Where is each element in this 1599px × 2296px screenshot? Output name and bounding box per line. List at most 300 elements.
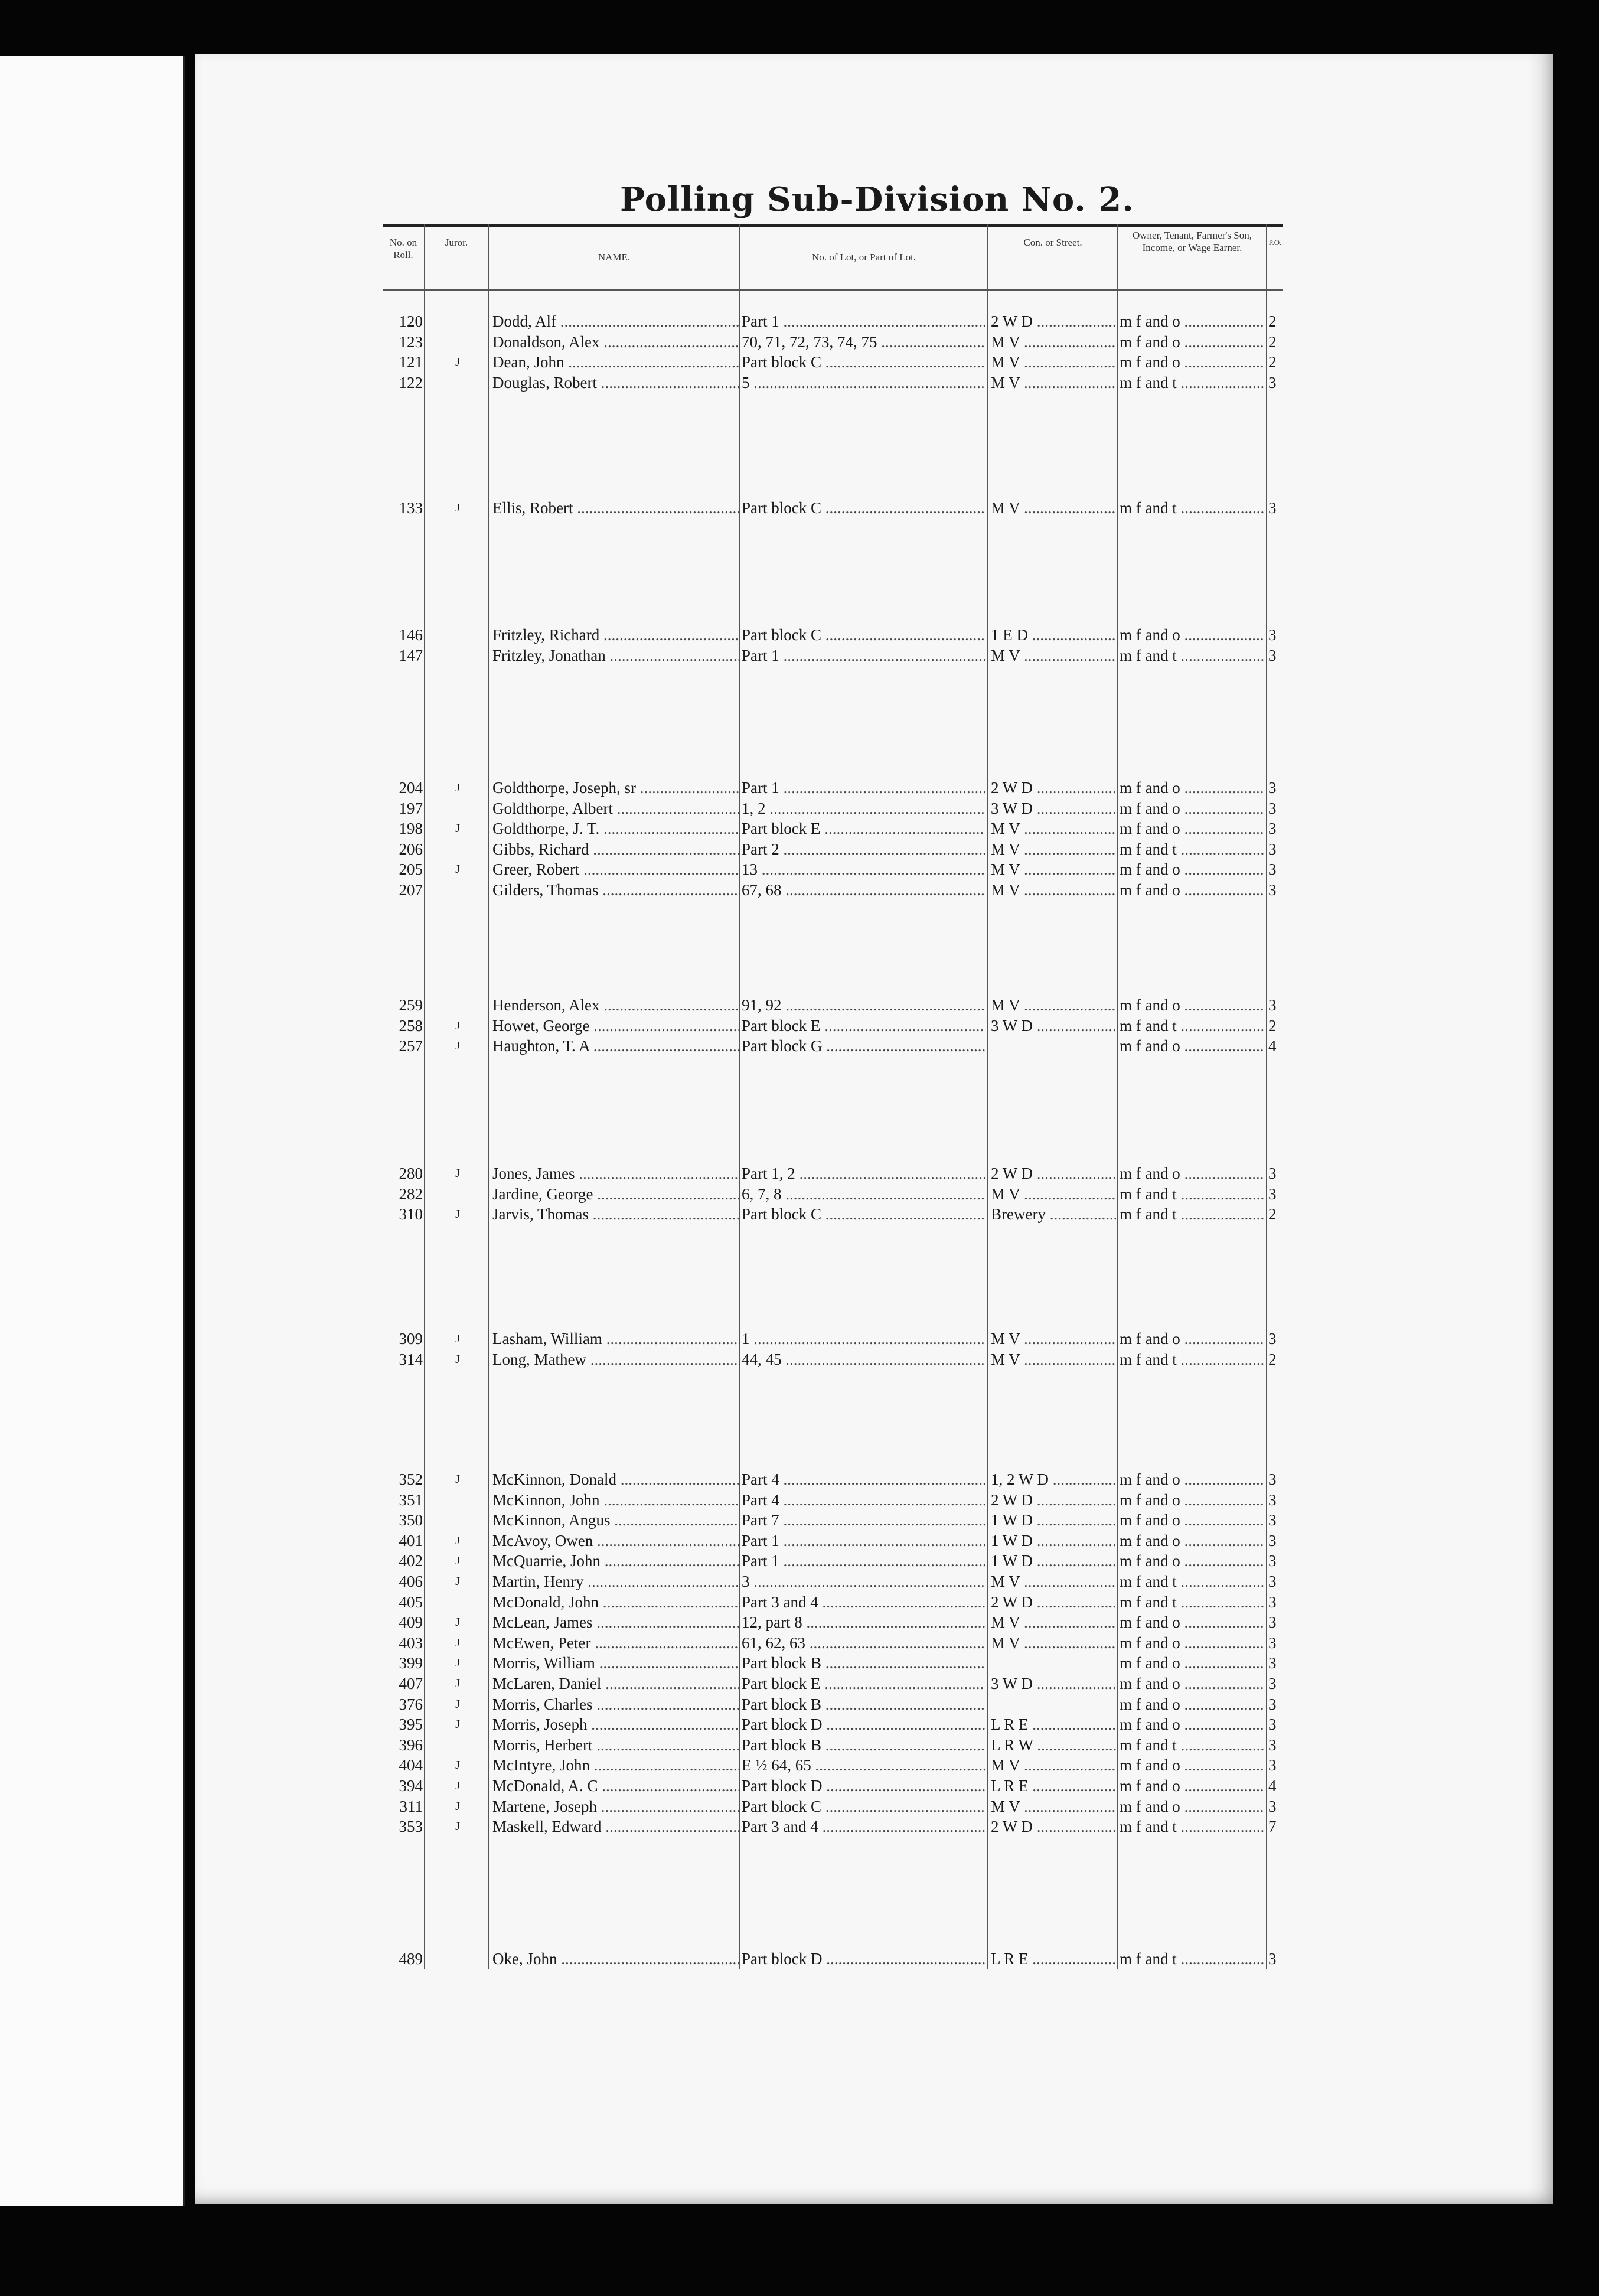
polling-place: 3	[1268, 499, 1277, 517]
voter-name: Long, Mathew .....	[492, 1349, 740, 1369]
lot-number: 44, 45 .....	[742, 1349, 985, 1369]
voter-name: Gilders, Thomas .....	[492, 880, 740, 900]
lot-number: Part 3 and 4 .....	[742, 1816, 985, 1837]
qualification: m f and t .....	[1120, 1349, 1264, 1369]
qualification: m f and t .....	[1120, 1184, 1264, 1204]
concession: M V .....	[991, 1571, 1116, 1591]
concession: M V .....	[991, 373, 1116, 393]
table-row	[383, 498, 1283, 518]
qualification: m f and o .....	[1120, 1490, 1264, 1510]
concession: L R E .....	[991, 1776, 1116, 1796]
concession: 2 W D .....	[991, 1163, 1116, 1183]
table-row	[383, 818, 1283, 839]
header-no: No. on Roll.	[389, 237, 417, 260]
polling-place: 3	[1268, 1716, 1277, 1734]
voter-name: McKinnon, Donald .....	[492, 1469, 740, 1489]
roll-number: 350	[399, 1511, 423, 1529]
roll-number: 352	[399, 1470, 423, 1488]
table-row	[383, 1653, 1283, 1673]
roll-number: 282	[399, 1185, 423, 1203]
table-header-rule	[383, 289, 1283, 291]
table-row	[383, 332, 1283, 352]
concession: 1 W D .....	[991, 1531, 1116, 1551]
qualification: m f and o .....	[1120, 1755, 1264, 1775]
concession: 3 W D .....	[991, 1674, 1116, 1694]
juror-mark: J	[455, 1779, 460, 1792]
qualification: m f and o .....	[1120, 1531, 1264, 1551]
polling-place: 3	[1268, 1165, 1277, 1182]
table-row	[383, 1184, 1283, 1204]
qualification: m f and t .....	[1120, 1571, 1264, 1591]
table-row	[383, 798, 1283, 818]
table-row	[383, 1592, 1283, 1612]
roll-number: 314	[399, 1350, 423, 1368]
roll-number: 120	[399, 312, 423, 330]
qualification: m f and o .....	[1120, 1469, 1264, 1489]
qualification: m f and o .....	[1120, 311, 1264, 331]
lot-number: 70, 71, 72, 73, 74, 75 .....	[742, 332, 985, 352]
concession: 1 E D .....	[991, 625, 1116, 645]
voter-name: Lasham, William .....	[492, 1329, 740, 1349]
lot-number: Part block E .....	[742, 1674, 985, 1694]
qualification: m f and t .....	[1120, 1735, 1264, 1755]
table-top-rule	[383, 224, 1283, 227]
table-row	[383, 1776, 1283, 1796]
juror-mark: J	[455, 1039, 460, 1053]
polling-place: 3	[1268, 840, 1277, 858]
lot-number: Part block C .....	[742, 1796, 985, 1816]
lot-number: 12, part 8 .....	[742, 1612, 985, 1632]
polling-place: 3	[1268, 373, 1277, 392]
roll-number: 396	[399, 1736, 423, 1754]
lot-number: Part block B .....	[742, 1653, 985, 1673]
polling-place: 2	[1268, 312, 1277, 330]
lot-number: Part 1 .....	[742, 645, 985, 666]
concession: M V .....	[991, 818, 1116, 839]
concession: L R E .....	[991, 1714, 1116, 1734]
concession: M V .....	[991, 859, 1116, 879]
qualification: m f and o .....	[1120, 1796, 1264, 1816]
voter-name: Jardine, George .....	[492, 1184, 740, 1204]
roll-number: 204	[399, 779, 423, 797]
table-row	[383, 1531, 1283, 1551]
qualification: m f and t .....	[1120, 1204, 1264, 1224]
polling-place: 3	[1268, 1654, 1277, 1672]
roll-number: 146	[399, 626, 423, 644]
table-row	[383, 645, 1283, 666]
roll-number: 407	[399, 1675, 423, 1692]
table-row	[383, 1204, 1283, 1224]
roll-number: 197	[399, 799, 423, 817]
qualification: m f and o .....	[1120, 1674, 1264, 1694]
table-row	[383, 1633, 1283, 1653]
lot-number: 6, 7, 8 .....	[742, 1184, 985, 1204]
lot-number: Part block E .....	[742, 818, 985, 839]
voter-name: Goldthorpe, Albert .....	[492, 798, 740, 818]
qualification: m f and o .....	[1120, 1510, 1264, 1530]
roll-number: 402	[399, 1552, 423, 1570]
qualification: m f and o .....	[1120, 1653, 1264, 1673]
polling-place: 3	[1268, 1511, 1277, 1529]
voter-name: Dodd, Alf .....	[492, 311, 740, 331]
juror-mark: J	[455, 1208, 460, 1221]
qualification: m f and o .....	[1120, 880, 1264, 900]
voter-name: McDonald, John .....	[492, 1592, 740, 1612]
roll-number: 257	[399, 1037, 423, 1055]
table-row	[383, 778, 1283, 798]
voter-name: Henderson, Alex .....	[492, 995, 740, 1015]
polling-place: 2	[1268, 1205, 1277, 1224]
concession: M V .....	[991, 1329, 1116, 1349]
voter-name: McLaren, Daniel .....	[492, 1674, 740, 1694]
table-row	[383, 625, 1283, 645]
table-row	[383, 1694, 1283, 1714]
roll-number: 311	[399, 1797, 423, 1815]
voter-name: McLean, James .....	[492, 1612, 740, 1632]
lot-number: Part block D .....	[742, 1776, 985, 1796]
table-row	[383, 1036, 1283, 1056]
roll-number: 206	[399, 840, 423, 858]
qualification: m f and o .....	[1120, 1714, 1264, 1734]
polling-place: 3	[1268, 1470, 1277, 1488]
lot-number: Part 1 .....	[742, 778, 985, 798]
concession: 1, 2 W D .....	[991, 1469, 1116, 1489]
concession: M V .....	[991, 1349, 1116, 1369]
voter-name: Fritzley, Jonathan .....	[492, 645, 740, 666]
table-row	[383, 1612, 1283, 1632]
lot-number: 5 .....	[742, 373, 985, 393]
polling-place: 2	[1268, 1016, 1277, 1035]
voters-list-table	[383, 224, 1283, 1969]
juror-mark: J	[455, 1759, 460, 1772]
polling-place: 3	[1268, 860, 1277, 879]
qualification: m f and o .....	[1120, 778, 1264, 798]
voter-name: McIntyre, John .....	[492, 1755, 740, 1775]
juror-mark: J	[455, 1534, 460, 1547]
qualification: m f and o .....	[1120, 1163, 1264, 1183]
header-owner: Owner, Tenant, Farmer's Son, Income, or Wage Earner.	[1132, 230, 1252, 253]
voter-name: Donaldson, Alex .....	[492, 332, 740, 352]
concession: M V .....	[991, 332, 1116, 352]
table-row	[383, 1490, 1283, 1510]
qualification: m f and t .....	[1120, 498, 1264, 518]
lot-number: 91, 92 .....	[742, 995, 985, 1015]
table-row	[383, 1469, 1283, 1489]
qualification: m f and o .....	[1120, 1776, 1264, 1796]
roll-number: 399	[399, 1654, 423, 1672]
lot-number: 67, 68 .....	[742, 880, 985, 900]
lot-number: Part 2 .....	[742, 839, 985, 859]
concession: Brewery .....	[991, 1204, 1116, 1224]
voter-name: McEwen, Peter .....	[492, 1633, 740, 1653]
voter-name: Haughton, T. A .....	[492, 1036, 740, 1056]
roll-number: 207	[399, 881, 423, 899]
concession: M V .....	[991, 1184, 1116, 1204]
table-row	[383, 1016, 1283, 1036]
qualification: m f and o .....	[1120, 625, 1264, 645]
lot-number: 3 .....	[742, 1571, 985, 1591]
lot-number: Part 4 .....	[742, 1469, 985, 1489]
concession: 3 W D .....	[991, 798, 1116, 818]
qualification: m f and o .....	[1120, 818, 1264, 839]
table-row	[383, 1674, 1283, 1694]
table-row	[383, 995, 1283, 1015]
concession: M V .....	[991, 1755, 1116, 1775]
qualification: m f and t .....	[1120, 1816, 1264, 1837]
qualification: m f and o .....	[1120, 1551, 1264, 1571]
juror-mark: J	[455, 1677, 460, 1690]
qualification: m f and t .....	[1120, 1016, 1264, 1036]
polling-place: 3	[1268, 881, 1277, 899]
lot-number: Part 7 .....	[742, 1510, 985, 1530]
table-row	[383, 1755, 1283, 1775]
lot-number: Part 3 and 4 .....	[742, 1592, 985, 1612]
concession: M V .....	[991, 880, 1116, 900]
polling-place: 3	[1268, 1593, 1277, 1611]
table-row	[383, 1551, 1283, 1571]
qualification: m f and o .....	[1120, 352, 1264, 372]
juror-mark: J	[455, 863, 460, 876]
lot-number: Part 1 .....	[742, 1531, 985, 1551]
roll-number: 405	[399, 1593, 423, 1611]
polling-place: 3	[1268, 1613, 1277, 1632]
juror-mark: J	[455, 1352, 460, 1366]
header-lot: No. of Lot, or Part of Lot.	[811, 252, 916, 263]
polling-place: 3	[1268, 1950, 1277, 1968]
voter-name: Morris, Joseph .....	[492, 1714, 740, 1734]
header-juror: Juror.	[445, 237, 468, 248]
header-name: NAME.	[598, 252, 631, 263]
polling-place: 3	[1268, 799, 1277, 817]
concession: M V .....	[991, 498, 1116, 518]
polling-place: 3	[1268, 1330, 1277, 1348]
qualification: m f and o .....	[1120, 332, 1264, 352]
polling-place: 3	[1268, 1756, 1277, 1775]
table-row	[383, 1714, 1283, 1734]
voter-name: Jarvis, Thomas .....	[492, 1204, 740, 1224]
qualification: m f and t .....	[1120, 373, 1264, 393]
juror-mark: J	[455, 1799, 460, 1813]
roll-number: 259	[399, 996, 423, 1014]
voter-name: McQuarrie, John .....	[492, 1551, 740, 1571]
polling-place: 2	[1268, 332, 1277, 351]
roll-number: 406	[399, 1573, 423, 1590]
polling-place: 4	[1268, 1777, 1277, 1795]
polling-place: 4	[1268, 1037, 1277, 1055]
voter-name: McDonald, A. C .....	[492, 1776, 740, 1796]
lot-number: 1, 2 .....	[742, 798, 985, 818]
voter-name: Ellis, Robert .....	[492, 498, 740, 518]
polling-place: 3	[1268, 1736, 1277, 1754]
concession: M V .....	[991, 839, 1116, 859]
table-row	[383, 1349, 1283, 1369]
qualification: m f and o .....	[1120, 859, 1264, 879]
concession: 2 W D .....	[991, 1490, 1116, 1510]
roll-number: 133	[399, 499, 423, 517]
lot-number: 13 .....	[742, 859, 985, 879]
table-row	[383, 839, 1283, 859]
juror-mark: J	[455, 1718, 460, 1731]
polling-place: 3	[1268, 1675, 1277, 1692]
table-row	[383, 1510, 1283, 1530]
table-row	[383, 311, 1283, 331]
qualification: m f and o .....	[1120, 1633, 1264, 1653]
page-title: Polling Sub-Division No. 2.	[620, 180, 1134, 219]
voter-name: Douglas, Robert .....	[492, 373, 740, 393]
lot-number: Part block G .....	[742, 1036, 985, 1056]
header-con: Con. or Street.	[1023, 237, 1082, 248]
voter-name: Maskell, Edward .....	[492, 1816, 740, 1837]
roll-number: 376	[399, 1695, 423, 1713]
voter-name: Morris, William .....	[492, 1653, 740, 1673]
lot-number: Part 1, 2 .....	[742, 1163, 985, 1183]
concession: M V .....	[991, 1796, 1116, 1816]
table-row	[383, 1816, 1283, 1837]
voter-name: Oke, John .....	[492, 1949, 740, 1969]
polling-place: 2	[1268, 353, 1277, 371]
polling-place: 3	[1268, 1633, 1277, 1652]
polling-place: 3	[1268, 820, 1277, 838]
voter-name: Goldthorpe, J. T. .....	[492, 818, 740, 839]
voter-name: Goldthorpe, Joseph, sr .....	[492, 778, 740, 798]
roll-number: 122	[399, 373, 423, 392]
roll-number: 280	[399, 1165, 423, 1182]
polling-place: 3	[1268, 1531, 1277, 1550]
juror-mark: J	[455, 1656, 460, 1670]
voter-name: Jones, James .....	[492, 1163, 740, 1183]
concession: M V .....	[991, 1633, 1116, 1653]
qualification: m f and o .....	[1120, 1036, 1264, 1056]
juror-mark: J	[455, 1473, 460, 1486]
polling-place: 3	[1268, 1491, 1277, 1509]
qualification: m f and o .....	[1120, 798, 1264, 818]
concession: 2 W D .....	[991, 778, 1116, 798]
roll-number: 205	[399, 860, 423, 879]
roll-number: 489	[399, 1950, 423, 1968]
lot-number: Part block B .....	[742, 1735, 985, 1755]
lot-number: Part block E .....	[742, 1016, 985, 1036]
table-row	[383, 1571, 1283, 1591]
juror-mark: J	[455, 1167, 460, 1180]
polling-place: 3	[1268, 1695, 1277, 1713]
lot-number: Part block C .....	[742, 625, 985, 645]
voter-name: Greer, Robert .....	[492, 859, 740, 879]
lot-number: Part block B .....	[742, 1694, 985, 1714]
juror-mark: J	[455, 1636, 460, 1649]
polling-place: 3	[1268, 626, 1277, 644]
concession: 1 W D .....	[991, 1510, 1116, 1530]
voter-name: Gibbs, Richard .....	[492, 839, 740, 859]
voter-name: McAvoy, Owen .....	[492, 1531, 740, 1551]
facing-page-edge	[0, 56, 185, 2206]
juror-mark: J	[455, 1554, 460, 1568]
qualification: m f and t .....	[1120, 1949, 1264, 1969]
juror-mark: J	[455, 1616, 460, 1629]
roll-number: 258	[399, 1016, 423, 1035]
concession: 2 W D .....	[991, 311, 1116, 331]
concession: M V .....	[991, 352, 1116, 372]
roll-number: 123	[399, 332, 423, 351]
polling-place: 7	[1268, 1818, 1277, 1836]
juror-mark: J	[455, 1697, 460, 1711]
lot-number: Part 4 .....	[742, 1490, 985, 1510]
table-row	[383, 1949, 1283, 1969]
voter-name: Dean, John .....	[492, 352, 740, 372]
juror-mark: J	[455, 356, 460, 369]
lot-number: 61, 62, 63 .....	[742, 1633, 985, 1653]
roll-number: 309	[399, 1330, 423, 1348]
polling-place: 3	[1268, 646, 1277, 664]
lot-number: Part block C .....	[742, 1204, 985, 1224]
concession: 3 W D .....	[991, 1016, 1116, 1036]
qualification: m f and o .....	[1120, 1329, 1264, 1349]
polling-place: 3	[1268, 1552, 1277, 1570]
roll-number: 403	[399, 1633, 423, 1652]
roll-number: 121	[399, 353, 423, 371]
lot-number: Part block D .....	[742, 1949, 985, 1969]
juror-mark: J	[455, 781, 460, 794]
concession: L R W .....	[991, 1735, 1116, 1755]
table-row	[383, 1796, 1283, 1816]
lot-number: Part 1 .....	[742, 1551, 985, 1571]
lot-number: 1 .....	[742, 1329, 985, 1349]
concession: M V .....	[991, 1612, 1116, 1632]
juror-mark: J	[455, 822, 460, 836]
polling-place: 3	[1268, 996, 1277, 1014]
table-row	[383, 1735, 1283, 1755]
roll-number: 409	[399, 1613, 423, 1632]
qualification: m f and o .....	[1120, 1612, 1264, 1632]
table-row	[383, 859, 1283, 879]
roll-number: 310	[399, 1205, 423, 1224]
juror-mark: J	[455, 1575, 460, 1588]
concession: M V .....	[991, 995, 1116, 1015]
qualification: m f and o .....	[1120, 1694, 1264, 1714]
qualification: m f and o .....	[1120, 995, 1264, 1015]
table-row	[383, 1163, 1283, 1183]
concession: M V .....	[991, 645, 1116, 666]
juror-mark: J	[455, 1019, 460, 1032]
roll-number: 198	[399, 820, 423, 838]
roll-number: 395	[399, 1716, 423, 1734]
voter-name: Morris, Herbert .....	[492, 1735, 740, 1755]
polling-place: 2	[1268, 1350, 1277, 1368]
roll-number: 401	[399, 1531, 423, 1550]
roll-number: 404	[399, 1756, 423, 1775]
qualification: m f and t .....	[1120, 1592, 1264, 1612]
concession: 2 W D .....	[991, 1592, 1116, 1612]
table-row	[383, 880, 1283, 900]
lot-number: E ½ 64, 65 .....	[742, 1755, 985, 1775]
voter-name: Martin, Henry .....	[492, 1571, 740, 1591]
qualification: m f and t .....	[1120, 839, 1264, 859]
roll-number: 394	[399, 1777, 423, 1795]
header-po: P.O.	[1268, 238, 1282, 247]
lot-number: Part block C .....	[742, 352, 985, 372]
voter-name: Martene, Joseph .....	[492, 1796, 740, 1816]
concession: 1 W D .....	[991, 1551, 1116, 1571]
voter-name: McKinnon, John .....	[492, 1490, 740, 1510]
table-row	[383, 373, 1283, 393]
juror-mark: J	[455, 1332, 460, 1345]
roll-number: 147	[399, 646, 423, 664]
lot-number: Part 1 .....	[742, 311, 985, 331]
polling-place: 3	[1268, 1185, 1277, 1203]
roll-number: 351	[399, 1491, 423, 1509]
polling-place: 3	[1268, 779, 1277, 797]
table-row	[383, 352, 1283, 372]
voter-name: Howet, George .....	[492, 1016, 740, 1036]
